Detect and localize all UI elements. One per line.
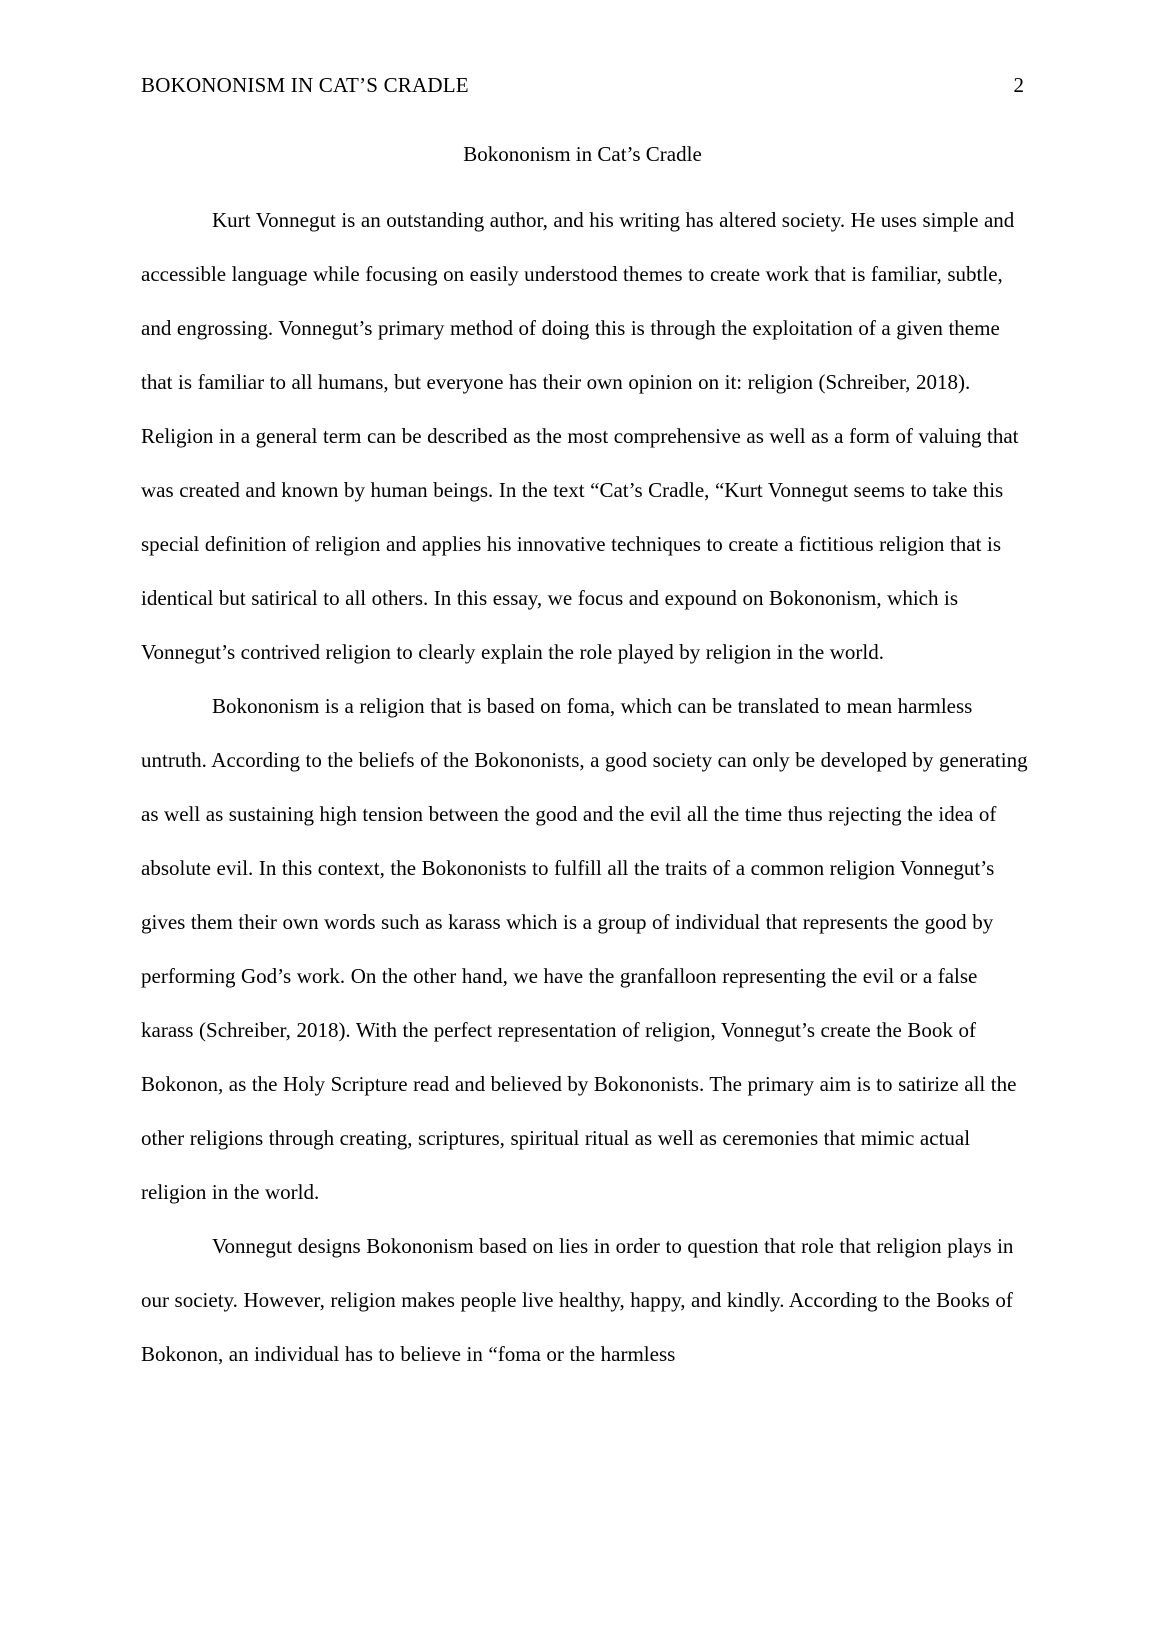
paragraph-3: Vonnegut designs Bokononism based on lies in order to question that role that religion plays in our society. However, religion makes people live healthy, happy, and kindly. According to the Books of Bokonon, an individual has to believe in “foma or the harmless bbox=[141, 1234, 1014, 1366]
essay-body bbox=[141, 193, 1031, 1381]
essay-title: Bokononism in Cat’s Cradle bbox=[463, 142, 702, 166]
running-head-title: BOKONONISM IN CAT’S CRADLE bbox=[141, 73, 469, 97]
paragraph-1: Kurt Vonnegut is an outstanding author, and his writing has altered society. He uses simple and accessible language while focusing on easily understood themes to create work that is familiar, subtle, and engrossing. Vonnegut’s primary method of doing this is through the exploitation of a given theme that is familiar to all humans, but everyone has their own opinion on it: religion (Schreiber, 2018). Religion in a general term can be described as the most comprehensive as well as a form of valuing that was created and known by human beings. In the text “Cat’s Cradle, “Kurt Vonnegut seems to take this special definition of religion and applies his innovative techniques to create a fictitious religion that is identical but satirical to all others. In this essay, we focus and expound on Bokononism, which is Vonnegut’s contrived religion to clearly explain the role played by religion in the world. bbox=[141, 208, 1019, 664]
running-head bbox=[141, 70, 1024, 100]
page-number: 2 bbox=[1013, 73, 1024, 97]
paragraph-2: Bokononism is a religion that is based on foma, which can be translated to mean harmless untruth. According to the beliefs of the Bokononists, a good society can only be developed by generating as well as sustaining high tension between the good and the evil all the time thus rejecting the idea of absolute evil. In this context, the Bokononists to fulfill all the traits of a common religion Vonnegut’s gives them their own words such as karass which is a group of individual that represents the good by performing God’s work. On the other hand, we have the granfalloon representing the evil or a false karass (Schreiber, 2018). With the perfect representation of religion, Vonnegut’s create the Book of Bokonon, as the Holy Scripture read and believed by Bokononists. The primary aim is to satirize all the other religions through creating, scriptures, spiritual ritual as well as ceremonies that mimic actual religion in the world. bbox=[141, 694, 1028, 1204]
